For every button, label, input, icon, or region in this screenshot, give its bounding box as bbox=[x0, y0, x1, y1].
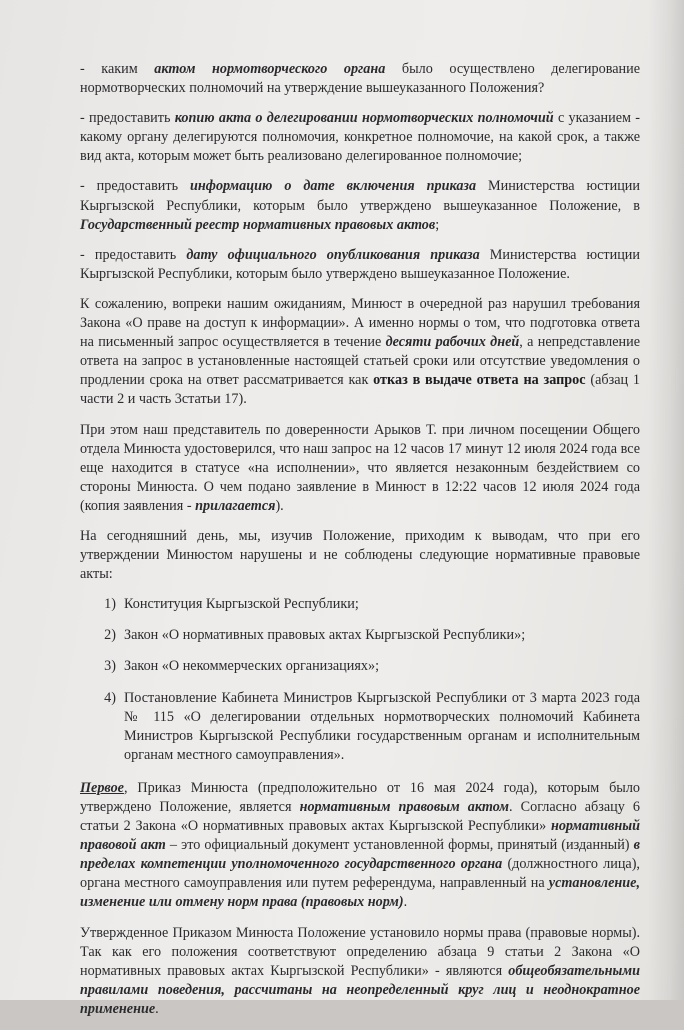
paragraph-copy-of-act-request: - предоставить копию акта о делегировании нормотворческих полномочий с указанием - какому органу делегируются полномочия, конкретное полномочие, на какой срок, а также вид акта, которым может быть реализовано делегированное полномочие; bbox=[80, 110, 641, 165]
emphasis: прилагается bbox=[195, 497, 276, 514]
document-body bbox=[80, 60, 640, 1030]
list-item: 1) Конституция Кыргызской Республики; bbox=[104, 596, 359, 613]
emphasis: в пределах компетенции уполномоченного государственного органа bbox=[80, 837, 640, 873]
list-item: 2) Закон «О нормативных правовых актах Кыргызской Республики»; bbox=[104, 627, 526, 644]
emphasis: актом нормотворческого органа bbox=[154, 61, 386, 77]
paragraph-publication-date-request: - предоставить дату официального опубликования приказа Министерства юстиции Кыргызской Республики, которым было утверждено вышеуказанное Положение. bbox=[80, 246, 640, 282]
paragraph-ministry-violation: К сожалению, вопреки нашим ожиданиям, Минюст в очередной раз нарушил требования Закона «О праве на доступ к информации». А именно нормы о том, что подготовка ответа на письменный запрос осуществляется в течение десяти рабочих дней, а непредставление ответа на запрос в установленные настоящей статьей сроки или отсутствие уведомления о продлении срока на ответ рассматривается как отказ в выдаче ответа на запрос (абзац 1 части 2 и часть 3статьи 17). bbox=[80, 295, 641, 408]
emphasis: копию акта о делегировании нормотворческих полномочий bbox=[174, 110, 554, 127]
paragraph-first-argument: Первое, Приказ Минюста (предположительно от 16 мая 2024 года), которым было утверждено Положение, является нормативным правовым актом. Согласно абзацу 6 статьи 2 Закона «О нормативных правовых актах Кыргызской Республики» нормативный правовой акт – это официальный документ установленной формы, принятый (изданный) в пределах компетенции уполномоченного государственного органа (должностного лица), органа местного самоуправления или путем референдума, направленный на установление, изменение или отмену норм права (правовых норм). bbox=[80, 779, 640, 911]
list-item: 4) Постановление Кабинета Министров Кыргызской Республики от 3 марта 2023 года № 115 «О делегировании отдельных нормотворческих полномочий Кабинета Министров Кыргызской Республики государственным органам и исполнительным органам местного самоуправления». bbox=[104, 689, 640, 763]
emphasis: нормативным правовым актом bbox=[299, 799, 510, 815]
paragraph-representative-visit: При этом наш представитель по доверенности Арыков Т. при личном посещении Общего отдела Минюста удостоверился, что наш запрос на 12 часов 17 минут 12 июля 2024 года все еще находится в статусе «на исполнении», что является незаконным бездействием со стороны Минюста. О чем подано заявление в Минюст в 12:22 часов 12 июля 2024 года (копия заявления - прилагается). bbox=[80, 421, 640, 514]
emphasis: нормативный правовой акт bbox=[80, 818, 640, 854]
emphasis: установление, изменение или отмену норм права (правовых норм) bbox=[80, 875, 640, 911]
emphasis: отказ в выдаче ответа на запрос bbox=[373, 372, 586, 389]
emphasis: информацию о дате включения приказа bbox=[190, 178, 477, 195]
paragraph-registry-date-request: - предоставить информацию о дате включения приказа Министерства юстиции Кыргызской Республики, которым было утверждено вышеуказанное Положение, в Государственный реестр нормативных правовых актов; bbox=[80, 178, 640, 233]
page-edge-shadow bbox=[648, 0, 684, 1000]
list-item: 3) Закон «О некоммерческих организациях»; bbox=[104, 658, 380, 675]
paragraph-conclusion-intro: На сегодняшний день, мы, изучив Положение, приходим к выводам, что при его утверждении Минюстом нарушены и не соблюдены следующие нормативные правовые акты: bbox=[80, 527, 640, 583]
emphasis: Первое bbox=[80, 779, 124, 796]
emphasis: Государственный реестр нормативных правовых актов bbox=[80, 216, 436, 233]
emphasis: общеобязательными правилами поведения, рассчитаны на неопределенный круг лиц и неоднократное применение bbox=[80, 962, 640, 1017]
paragraph-act-of-delegation-question: - каким актом нормотворческого органа было осуществлено делегирование нормотворческих полномочий на утверждение вышеуказанного Положения? bbox=[80, 61, 640, 97]
violated-acts-list bbox=[80, 595, 640, 765]
emphasis: дату официального опубликования приказа bbox=[186, 246, 480, 263]
emphasis: десяти рабочих дней bbox=[385, 334, 520, 351]
paragraph-norms-established: Утвержденное Приказом Минюста Положение установило нормы права (правовые нормы). Так как его положения соответствуют определению абзаца 9 статьи 2 Закона «О нормативных правовых актах Кыргызской Республики» - являются общеобязательными правилами поведения, рассчитаны на неопределенный круг лиц и неоднократное применение. bbox=[80, 924, 640, 1017]
